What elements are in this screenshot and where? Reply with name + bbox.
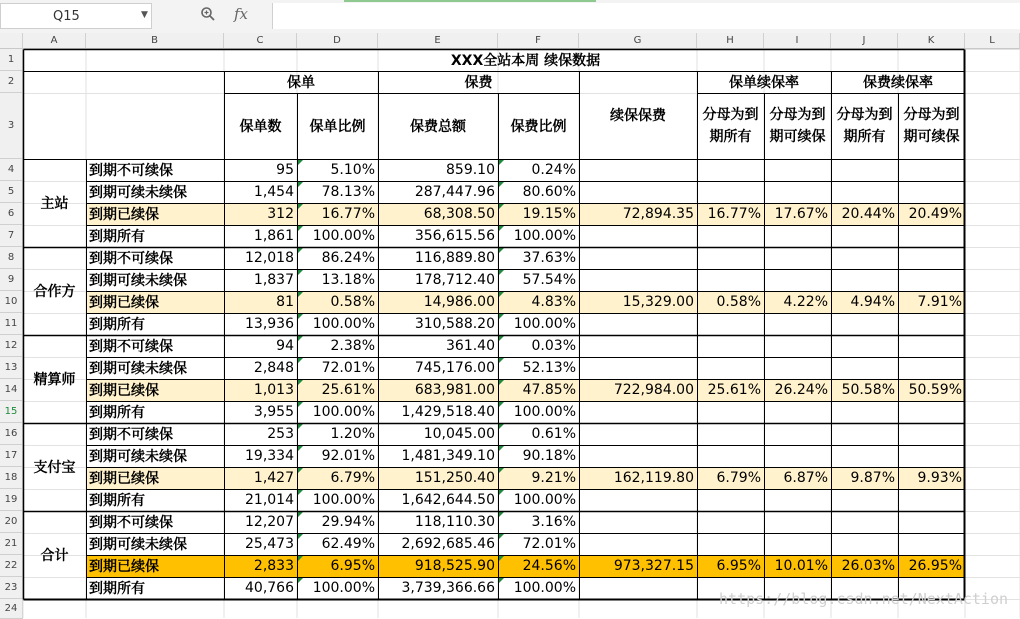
cell-h[interactable] — [697, 335, 764, 357]
row-label[interactable]: 到期可续未续保 — [89, 185, 187, 201]
cell-k[interactable] — [898, 445, 965, 467]
premium-ratio-cell[interactable]: 0.61% — [531, 426, 576, 442]
column-header-h[interactable]: H — [697, 33, 764, 49]
cell-i[interactable] — [764, 225, 831, 247]
error-indicator-icon — [298, 578, 303, 583]
cell-h[interactable] — [697, 313, 764, 335]
policy-ratio-cell[interactable]: 6.95% — [297, 555, 378, 577]
premium-total-cell[interactable]: 859.10 — [446, 162, 495, 178]
error-indicator-icon — [499, 578, 504, 583]
cell-g[interactable]: 15,329.00 — [579, 291, 697, 313]
premium-ratio-cell[interactable]: 100.00% — [513, 492, 576, 508]
policy-ratio-cell[interactable]: 92.01% — [321, 448, 375, 464]
column-header-k[interactable]: K — [898, 33, 965, 49]
cell-j[interactable] — [831, 247, 898, 269]
cell-h[interactable] — [697, 401, 764, 423]
column-header-e[interactable]: E — [378, 33, 498, 49]
row-label[interactable]: 到期可续未续保 — [89, 273, 187, 289]
premium-ratio-cell[interactable]: 4.83% — [498, 291, 579, 313]
cell-g[interactable]: 722,984.00 — [579, 379, 697, 401]
policy-ratio-cell[interactable]: 13.18% — [321, 272, 375, 288]
error-indicator-icon — [298, 292, 303, 297]
row-header-19[interactable]: 19 — [0, 489, 23, 511]
error-indicator-icon — [298, 468, 303, 473]
cell-h[interactable]: 16.77% — [697, 203, 764, 225]
cell-g[interactable] — [579, 445, 697, 467]
row-header-22[interactable]: 22 — [0, 555, 23, 577]
cell-i[interactable]: 6.87% — [764, 467, 831, 489]
cell-g[interactable] — [579, 225, 697, 247]
row-header-13[interactable]: 13 — [0, 357, 23, 379]
header-h-denom-all[interactable]: 分母为到期所有 — [702, 107, 759, 145]
header-premium-renewal-rate[interactable]: 保费续保率 — [863, 75, 933, 91]
premium-ratio-cell[interactable]: 90.18% — [522, 448, 576, 464]
cell-h[interactable]: 25.61% — [697, 379, 764, 401]
cell-i[interactable] — [764, 269, 831, 291]
cell-k[interactable]: 50.59% — [898, 379, 965, 401]
policy-ratio-cell[interactable]: 100.00% — [312, 404, 375, 420]
row-header-6[interactable]: 6 — [0, 203, 23, 225]
cell-j[interactable] — [831, 159, 898, 181]
row-label[interactable]: 到期已续保 — [86, 555, 224, 577]
row-label[interactable]: 到期可续未续保 — [89, 449, 187, 465]
column-header-i[interactable]: I — [764, 33, 831, 49]
premium-ratio-cell[interactable]: 100.00% — [513, 404, 576, 420]
error-indicator-icon — [499, 226, 504, 231]
policy-count-cell[interactable]: 1,837 — [253, 272, 294, 288]
row-label[interactable]: 到期所有 — [89, 405, 145, 421]
cell-h[interactable] — [697, 489, 764, 511]
cell-k[interactable] — [898, 401, 965, 423]
row-label[interactable]: 到期不可续保 — [89, 427, 173, 443]
cell-g[interactable] — [579, 401, 697, 423]
row-header-12[interactable]: 12 — [0, 335, 23, 357]
error-indicator-icon — [499, 204, 504, 209]
row-header-20[interactable]: 20 — [0, 511, 23, 533]
cell-j[interactable]: 26.03% — [831, 555, 898, 577]
cell-k[interactable] — [898, 357, 965, 379]
row-label[interactable]: 到期不可续保 — [89, 515, 173, 531]
cell-h[interactable]: 0.58% — [697, 291, 764, 313]
premium-ratio-cell[interactable]: 100.00% — [513, 228, 576, 244]
error-indicator-icon — [298, 160, 303, 165]
cell-j[interactable] — [831, 445, 898, 467]
row-header-1[interactable]: 1 — [0, 49, 23, 71]
name-box-value: Q15 — [53, 9, 80, 24]
section-label[interactable]: 主站 — [40, 196, 69, 212]
policy-ratio-cell[interactable]: 62.49% — [321, 536, 375, 552]
cell-j[interactable] — [831, 489, 898, 511]
header-j-denom-all[interactable]: 分母为到期所有 — [836, 107, 893, 145]
premium-total-cell[interactable]: 287,447.96 — [414, 184, 495, 200]
error-indicator-icon — [499, 160, 504, 165]
row-header-7[interactable]: 7 — [0, 225, 23, 247]
section-label[interactable]: 合计 — [40, 548, 69, 564]
premium-ratio-cell[interactable]: 100.00% — [513, 580, 576, 596]
cell-i[interactable] — [764, 357, 831, 379]
cell-h[interactable] — [697, 181, 764, 203]
cell-h[interactable]: 6.95% — [697, 555, 764, 577]
policy-ratio-cell[interactable]: 72.01% — [321, 360, 375, 376]
error-indicator-icon — [499, 556, 504, 561]
row-header-17[interactable]: 17 — [0, 445, 23, 467]
policy-ratio-cell[interactable]: 100.00% — [312, 228, 375, 244]
cell-i[interactable] — [764, 533, 831, 555]
error-indicator-icon — [499, 358, 504, 363]
error-indicator-icon — [499, 248, 504, 253]
error-indicator-icon — [499, 512, 504, 517]
error-indicator-icon — [298, 336, 303, 341]
cell-k[interactable] — [898, 511, 965, 533]
error-indicator-icon — [298, 182, 303, 187]
premium-total-cell[interactable]: 2,692,685.46 — [401, 536, 495, 552]
cell-i[interactable] — [764, 247, 831, 269]
cell-k[interactable] — [898, 269, 965, 291]
policy-ratio-cell[interactable]: 2.38% — [330, 338, 375, 354]
premium-total-cell[interactable]: 178,712.40 — [414, 272, 495, 288]
cell-k[interactable] — [898, 313, 965, 335]
row-label[interactable]: 到期可续未续保 — [89, 537, 187, 553]
cell-j[interactable] — [831, 313, 898, 335]
cell-g[interactable] — [579, 159, 697, 181]
cell-i[interactable]: 17.67% — [764, 203, 831, 225]
header-policy-renewal-rate[interactable]: 保单续保率 — [729, 75, 799, 91]
cell-k[interactable]: 26.95% — [898, 555, 965, 577]
error-indicator-icon — [499, 336, 504, 341]
cell-k[interactable] — [898, 423, 965, 445]
header-policy-count[interactable]: 保单数 — [239, 119, 282, 135]
error-indicator-icon — [298, 446, 303, 451]
error-indicator-icon — [298, 226, 303, 231]
error-indicator-icon — [298, 402, 303, 407]
row-label[interactable]: 到期所有 — [89, 493, 145, 509]
header-premium-total[interactable]: 保费总额 — [410, 119, 466, 135]
premium-total-cell[interactable]: 116,889.80 — [414, 250, 495, 266]
cell-j[interactable] — [831, 225, 898, 247]
cell-i[interactable] — [764, 181, 831, 203]
cell-k[interactable] — [898, 225, 965, 247]
policy-ratio-cell[interactable]: 0.58% — [297, 291, 378, 313]
error-indicator-icon — [298, 380, 303, 385]
policy-ratio-cell[interactable]: 78.13% — [321, 184, 375, 200]
premium-total-cell[interactable]: 1,429,518.40 — [401, 404, 495, 420]
premium-ratio-cell[interactable]: 9.21% — [498, 467, 579, 489]
row-label[interactable]: 到期所有 — [89, 581, 145, 597]
row-label[interactable]: 到期所有 — [89, 229, 145, 245]
error-indicator-icon — [499, 292, 504, 297]
row-label[interactable]: 到期已续保 — [86, 379, 224, 401]
cell-g[interactable] — [579, 269, 697, 291]
error-indicator-icon — [499, 314, 504, 319]
cell-g[interactable] — [579, 511, 697, 533]
premium-total-cell[interactable]: 118,110.30 — [414, 514, 495, 530]
sheet-title[interactable]: XXX全站本周 续保数据 — [450, 53, 601, 69]
cell-h[interactable] — [697, 423, 764, 445]
row-header-4[interactable]: 4 — [0, 159, 23, 181]
policy-ratio-cell[interactable]: 6.79% — [297, 467, 378, 489]
premium-total-cell[interactable]: 68,308.50 — [378, 203, 498, 225]
premium-total-cell[interactable]: 1,642,644.50 — [401, 492, 495, 508]
cell-j[interactable] — [831, 533, 898, 555]
premium-total-cell[interactable]: 3,739,366.66 — [401, 580, 495, 596]
error-indicator-icon — [298, 534, 303, 539]
row-label[interactable]: 到期所有 — [89, 317, 145, 333]
cell-k[interactable] — [898, 159, 965, 181]
error-indicator-icon — [298, 490, 303, 495]
function-icon[interactable]: fx — [234, 5, 249, 23]
cell-h[interactable] — [697, 445, 764, 467]
premium-ratio-cell[interactable]: 19.15% — [498, 203, 579, 225]
header-premium[interactable]: 保费 — [464, 75, 493, 91]
premium-ratio-cell[interactable]: 24.56% — [498, 555, 579, 577]
header-policy[interactable]: 保单 — [287, 75, 315, 91]
section-label[interactable]: 支付宝 — [33, 460, 76, 476]
row-label[interactable]: 到期不可续保 — [89, 339, 173, 355]
cell-h[interactable]: 6.79% — [697, 467, 764, 489]
cell-h[interactable] — [697, 511, 764, 533]
premium-total-cell[interactable]: 356,615.56 — [414, 228, 495, 244]
cell-h[interactable] — [697, 533, 764, 555]
cell-g[interactable]: 72,894.35 — [579, 203, 697, 225]
header-policy-ratio[interactable]: 保单比例 — [309, 119, 366, 135]
cell-g[interactable] — [579, 335, 697, 357]
cell-k[interactable]: 9.93% — [898, 467, 965, 489]
policy-count-cell[interactable]: 3,955 — [253, 404, 294, 420]
header-k-denom-renewable[interactable]: 分母为到期可续保 — [903, 107, 960, 145]
policy-count-cell[interactable]: 1,427 — [224, 467, 297, 489]
policy-ratio-cell[interactable]: 16.77% — [297, 203, 378, 225]
cell-k[interactable]: 20.49% — [898, 203, 965, 225]
error-indicator-icon — [499, 380, 504, 385]
cell-j[interactable] — [831, 401, 898, 423]
cell-i[interactable] — [764, 511, 831, 533]
error-indicator-icon — [298, 248, 303, 253]
premium-ratio-cell[interactable]: 0.03% — [531, 338, 576, 354]
premium-ratio-cell[interactable]: 57.54% — [522, 272, 576, 288]
row-header-2[interactable]: 2 — [0, 71, 23, 93]
cell-k[interactable] — [898, 181, 965, 203]
premium-total-cell[interactable]: 10,045.00 — [423, 426, 495, 442]
cell-j[interactable]: 20.44% — [831, 203, 898, 225]
header-premium-ratio[interactable]: 保费比例 — [510, 119, 567, 135]
policy-count-cell[interactable]: 312 — [224, 203, 297, 225]
premium-ratio-cell[interactable]: 52.13% — [522, 360, 576, 376]
column-header-l[interactable]: L — [965, 33, 1020, 49]
premium-total-cell[interactable]: 14,986.00 — [378, 291, 498, 313]
cell-k[interactable] — [898, 247, 965, 269]
cell-j[interactable]: 4.94% — [831, 291, 898, 313]
cell-g[interactable] — [579, 577, 697, 599]
policy-count-cell[interactable]: 253 — [267, 426, 294, 442]
policy-ratio-cell[interactable]: 29.94% — [321, 514, 375, 530]
row-label[interactable]: 到期已续保 — [86, 291, 224, 313]
cell-h[interactable] — [697, 269, 764, 291]
cell-g[interactable] — [579, 181, 697, 203]
column-header-d[interactable]: D — [297, 33, 378, 49]
row-header-9[interactable]: 9 — [0, 269, 23, 291]
policy-count-cell[interactable]: 95 — [276, 162, 294, 178]
policy-count-cell[interactable]: 19,334 — [245, 448, 294, 464]
premium-total-cell[interactable]: 745,176.00 — [414, 360, 495, 376]
row-header-8[interactable]: 8 — [0, 247, 23, 269]
column-header-f[interactable]: F — [498, 33, 579, 49]
policy-ratio-cell[interactable]: 100.00% — [312, 580, 375, 596]
cell-k[interactable] — [898, 533, 965, 555]
cell-i[interactable]: 10.01% — [764, 555, 831, 577]
premium-ratio-cell[interactable]: 100.00% — [513, 316, 576, 332]
cell-i[interactable]: 26.24% — [764, 379, 831, 401]
column-header-a[interactable]: A — [23, 33, 86, 49]
error-indicator-icon — [298, 358, 303, 363]
premium-ratio-cell[interactable]: 80.60% — [522, 184, 576, 200]
error-indicator-icon — [298, 314, 303, 319]
cell-i[interactable] — [764, 423, 831, 445]
row-header-14[interactable]: 14 — [0, 379, 23, 401]
premium-total-cell[interactable]: 151,250.40 — [378, 467, 498, 489]
error-indicator-icon — [499, 424, 504, 429]
error-indicator-icon — [499, 270, 504, 275]
error-indicator-icon — [298, 270, 303, 275]
cell-g[interactable] — [579, 247, 697, 269]
cell-j[interactable] — [831, 423, 898, 445]
policy-count-cell[interactable]: 1,861 — [253, 228, 294, 244]
watermark: https://blog.csdn.net/NextAction — [719, 590, 1008, 608]
cell-h[interactable] — [697, 357, 764, 379]
error-indicator-icon — [298, 204, 303, 209]
cell-h[interactable] — [697, 247, 764, 269]
premium-total-cell[interactable]: 1,481,349.10 — [401, 448, 495, 464]
row-label[interactable]: 到期可续未续保 — [89, 361, 187, 377]
chevron-down-icon[interactable]: ▼ — [141, 10, 148, 20]
premium-ratio-cell[interactable]: 0.24% — [531, 162, 576, 178]
cell-j[interactable]: 50.58% — [831, 379, 898, 401]
row-header-3[interactable]: 3 — [0, 93, 23, 159]
policy-count-cell[interactable]: 1,454 — [253, 184, 294, 200]
cell-g[interactable] — [579, 357, 697, 379]
cell-i[interactable]: 4.22% — [764, 291, 831, 313]
policy-count-cell[interactable]: 13,936 — [245, 316, 294, 332]
section-label[interactable]: 精算师 — [33, 372, 76, 388]
header-blank[interactable] — [86, 71, 224, 159]
policy-count-cell[interactable]: 12,018 — [245, 250, 294, 266]
premium-ratio-cell[interactable]: 47.85% — [498, 379, 579, 401]
row-label[interactable]: 到期不可续保 — [89, 163, 173, 179]
row-header-16[interactable]: 16 — [0, 423, 23, 445]
cell-g[interactable] — [579, 423, 697, 445]
error-indicator-icon — [298, 556, 303, 561]
policy-ratio-cell[interactable]: 1.20% — [330, 426, 375, 442]
cell-g[interactable]: 162,119.80 — [579, 467, 697, 489]
row-label[interactable]: 到期不可续保 — [89, 251, 173, 267]
row-header-10[interactable]: 10 — [0, 291, 23, 313]
policy-count-cell[interactable]: 12,207 — [245, 514, 294, 530]
row-header-24[interactable]: 24 — [0, 599, 23, 619]
premium-total-cell[interactable]: 683,981.00 — [378, 379, 498, 401]
policy-ratio-cell[interactable]: 5.10% — [330, 162, 375, 178]
row-label[interactable]: 到期已续保 — [86, 203, 224, 225]
column-header-g[interactable]: G — [579, 33, 697, 49]
premium-total-cell[interactable]: 310,588.20 — [414, 316, 495, 332]
cell-g[interactable]: 973,327.15 — [579, 555, 697, 577]
policy-count-cell[interactable]: 25,473 — [245, 536, 294, 552]
row-header-21[interactable]: 21 — [0, 533, 23, 555]
policy-ratio-cell[interactable]: 100.00% — [312, 316, 375, 332]
header-i-denom-renewable[interactable]: 分母为到期可续保 — [769, 107, 826, 145]
cell-i[interactable] — [764, 313, 831, 335]
error-indicator-icon — [499, 446, 504, 451]
policy-count-cell[interactable]: 2,833 — [224, 555, 297, 577]
cell-j[interactable] — [831, 335, 898, 357]
premium-total-cell[interactable]: 361.40 — [446, 338, 495, 354]
policy-ratio-cell[interactable]: 25.61% — [297, 379, 378, 401]
cell-i[interactable] — [764, 159, 831, 181]
cell-g[interactable] — [579, 489, 697, 511]
policy-count-cell[interactable]: 81 — [224, 291, 297, 313]
cell-i[interactable] — [764, 401, 831, 423]
premium-total-cell[interactable]: 918,525.90 — [378, 555, 498, 577]
column-header-b[interactable]: B — [86, 33, 224, 49]
cell-h[interactable] — [697, 159, 764, 181]
row-header-15[interactable]: 15 — [0, 401, 23, 423]
error-indicator-icon — [298, 512, 303, 517]
error-indicator-icon — [298, 424, 303, 429]
row-label[interactable]: 到期已续保 — [86, 467, 224, 489]
premium-ratio-cell[interactable]: 72.01% — [522, 536, 576, 552]
cell-k[interactable] — [898, 335, 965, 357]
cell-i[interactable] — [764, 445, 831, 467]
cell-j[interactable]: 9.87% — [831, 467, 898, 489]
cell-g[interactable] — [579, 533, 697, 555]
column-header-j[interactable]: J — [831, 33, 898, 49]
premium-ratio-cell[interactable]: 37.63% — [522, 250, 576, 266]
policy-count-cell[interactable]: 40,766 — [245, 580, 294, 596]
cell-j[interactable] — [831, 181, 898, 203]
section-label[interactable]: 合作方 — [33, 284, 76, 300]
cell-g[interactable] — [579, 313, 697, 335]
cell-k[interactable]: 7.91% — [898, 291, 965, 313]
header-renewal-premium[interactable]: 续保保费 — [610, 108, 666, 124]
policy-count-cell[interactable]: 21,014 — [245, 492, 294, 508]
policy-count-cell[interactable]: 1,013 — [224, 379, 297, 401]
cell-i[interactable] — [764, 489, 831, 511]
error-indicator-icon — [499, 402, 504, 407]
error-indicator-icon — [499, 490, 504, 495]
policy-ratio-cell[interactable]: 86.24% — [321, 250, 375, 266]
column-header-c[interactable]: C — [224, 33, 297, 49]
error-indicator-icon — [499, 534, 504, 539]
cell-j[interactable] — [831, 269, 898, 291]
premium-ratio-cell[interactable]: 3.16% — [531, 514, 576, 530]
cell-j[interactable] — [831, 511, 898, 533]
error-indicator-icon — [499, 468, 504, 473]
row-header-18[interactable]: 18 — [0, 467, 23, 489]
cell-k[interactable] — [898, 489, 965, 511]
error-indicator-icon — [499, 182, 504, 187]
cell-h[interactable] — [697, 225, 764, 247]
row-header-11[interactable]: 11 — [0, 313, 23, 335]
policy-count-cell[interactable]: 94 — [276, 338, 294, 354]
policy-ratio-cell[interactable]: 100.00% — [312, 492, 375, 508]
row-header-23[interactable]: 23 — [0, 577, 23, 599]
cell-j[interactable] — [831, 357, 898, 379]
policy-count-cell[interactable]: 2,848 — [253, 360, 294, 376]
row-header-5[interactable]: 5 — [0, 181, 23, 203]
cell-i[interactable] — [764, 335, 831, 357]
